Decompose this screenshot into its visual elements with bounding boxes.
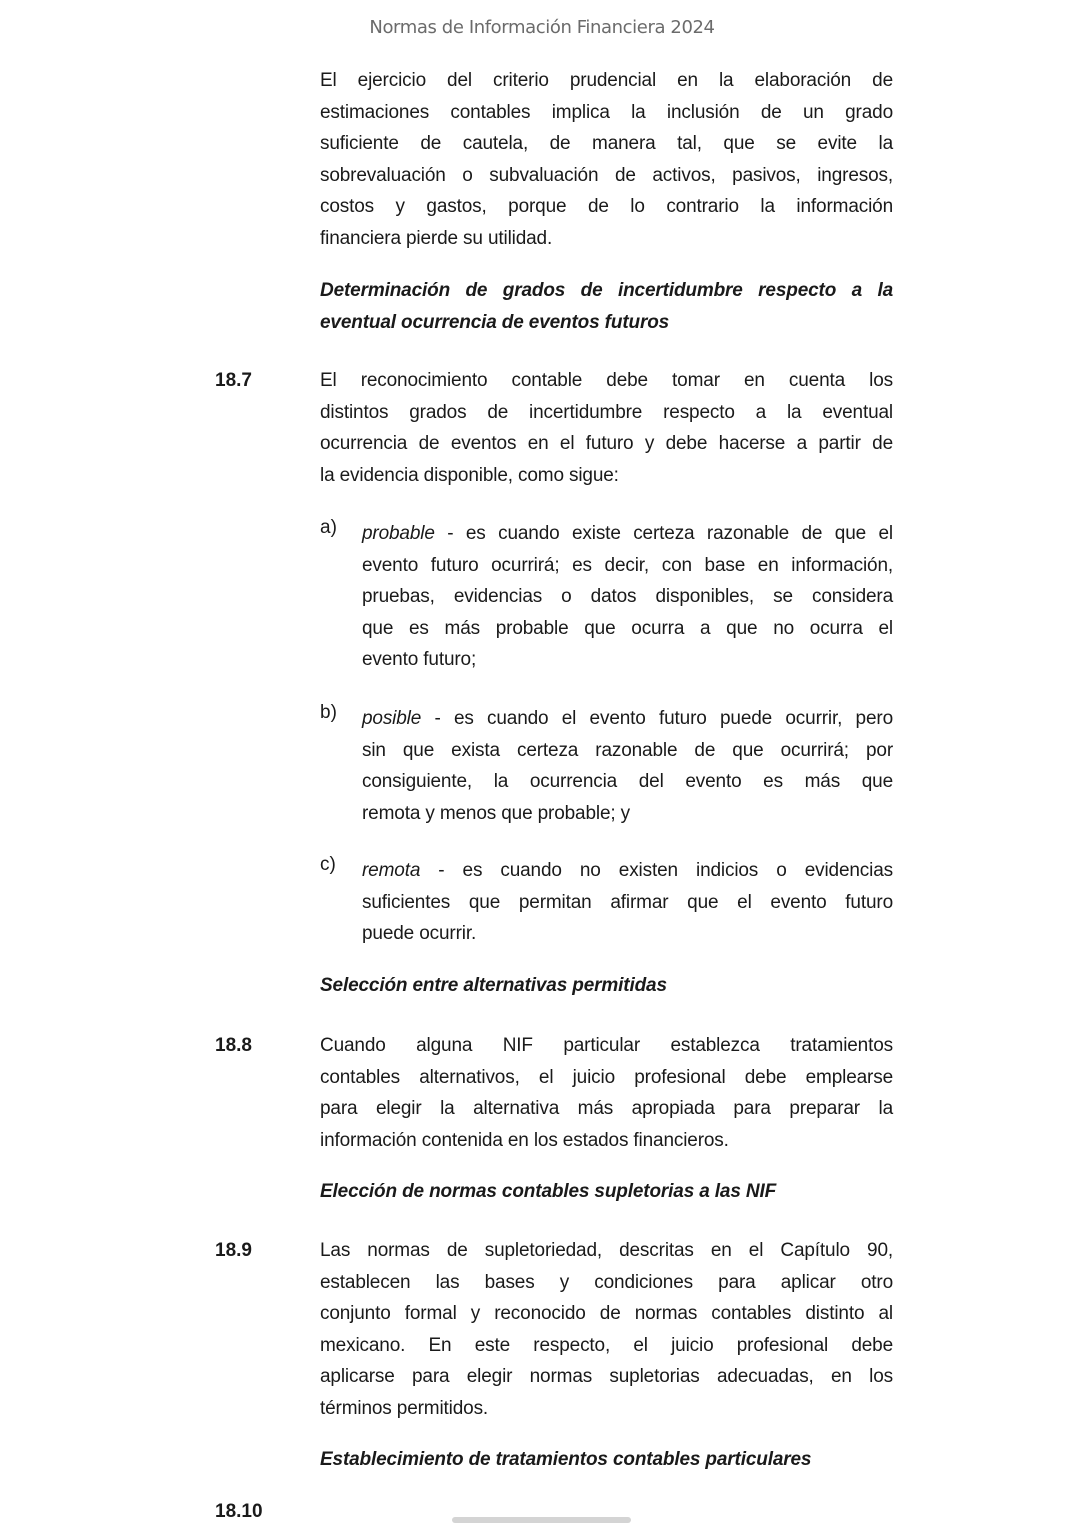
list-item-term: probable [362, 523, 435, 544]
text-line: mexicano. En este respecto, el juicio profesional debe [320, 1334, 893, 1356]
text-line: consiguiente, la ocurrencia del evento es más que [362, 771, 893, 793]
text-line: pruebas, evidencias o datos disponibles, se considera [362, 586, 893, 608]
paragraph [320, 365, 893, 491]
list-item [362, 518, 893, 676]
paragraph [320, 1030, 893, 1156]
text-line: sobrevaluación o subvaluación de activos, pasivos, ingresos, [320, 164, 893, 186]
text-line: evento futuro ocurrirá; es decir, con base en información, [362, 554, 893, 576]
section-heading [320, 1176, 893, 1208]
list-item-term: remota [362, 860, 421, 881]
text-line: eventual ocurrencia de eventos futuros [320, 311, 670, 333]
text-line: contables alternativos, el juicio profesional debe emplearse [320, 1066, 893, 1088]
section-heading [320, 275, 893, 338]
text-line: información contenida en los estados financieros. [320, 1129, 729, 1151]
text-line: evento futuro; [362, 649, 477, 671]
text-line: estimaciones contables implica la inclusión de un grado [320, 101, 893, 123]
paragraph-number: 18.9 [215, 1240, 252, 1261]
list-item-text: - es cuando no existen indicios o evidencias [420, 860, 893, 881]
text-line: Selección entre alternativas permitidas [320, 975, 667, 996]
text-line [362, 703, 893, 735]
list-item-letter: a) [320, 517, 337, 538]
text-line: Elección de normas contables supletorias a las NIF [320, 1181, 777, 1202]
text-line: conjunto formal y reconocido de normas contables distinto al [320, 1303, 893, 1325]
list-item-letter: b) [320, 702, 337, 723]
text-line: El ejercicio del criterio prudencial en la elaboración de [320, 70, 893, 91]
paragraph-number: 18.10 [215, 1501, 263, 1522]
list-item [362, 855, 893, 950]
text-line: Determinación de grados de incertidumbre respecto a la [320, 280, 893, 301]
text-line: aplicarse para elegir normas supletorias adecuadas, en los [320, 1366, 893, 1388]
list-item-term: posible [362, 708, 422, 729]
text-line: establecen las bases y condiciones para aplicar otro [320, 1271, 893, 1293]
text-line: Establecimiento de tratamientos contables particulares [320, 1449, 812, 1470]
text-line [362, 855, 893, 887]
list-item [362, 703, 893, 829]
paragraph-number: 18.8 [215, 1035, 252, 1056]
text-line: financiera pierde su utilidad. [320, 227, 553, 249]
text-line: costos y gastos, porque de lo contrario la información [320, 196, 893, 218]
list-item-text: - es cuando existe certeza razonable de que el [434, 523, 893, 544]
text-line: Las normas de supletoriedad, descritas en el Capítulo 90, [320, 1240, 893, 1261]
text-line: términos permitidos. [320, 1397, 489, 1419]
text-line: que es más probable que ocurra a que no ocurra el [362, 617, 893, 639]
section-heading [320, 970, 893, 1002]
text-line: suficientes que permitan afirmar que el evento futuro [362, 891, 893, 913]
page-header-title: Normas de Información Financiera 2024 [369, 17, 715, 38]
text-line: remota y menos que probable; y [362, 802, 630, 824]
paragraph-number: 18.7 [215, 370, 252, 391]
scroll-indicator[interactable] [452, 1517, 631, 1523]
paragraph [320, 1235, 893, 1425]
text-line: distintos grados de incertidumbre respecto a la eventual [320, 401, 893, 423]
text-line: Cuando alguna NIF particular establezca tratamientos [320, 1035, 893, 1056]
list-item-letter: c) [320, 854, 336, 875]
text-line: El reconocimiento contable debe tomar en cuenta los [320, 370, 893, 391]
list-item-text: - es cuando el evento futuro puede ocurrir, pero [421, 708, 893, 729]
text-line: la evidencia disponible, como sigue: [320, 464, 619, 486]
text-line: puede ocurrir. [362, 923, 477, 945]
text-line: para elegir la alternativa más apropiada para preparar la [320, 1098, 893, 1120]
section-heading [320, 1444, 893, 1476]
text-line: sin que exista certeza razonable de que ocurrirá; por [362, 739, 893, 761]
paragraph [320, 65, 893, 255]
text-line: ocurrencia de eventos en el futuro y debe hacerse a partir de [320, 433, 893, 455]
text-line: suficiente de cautela, de manera tal, que se evite la [320, 133, 893, 155]
text-line [362, 518, 893, 550]
